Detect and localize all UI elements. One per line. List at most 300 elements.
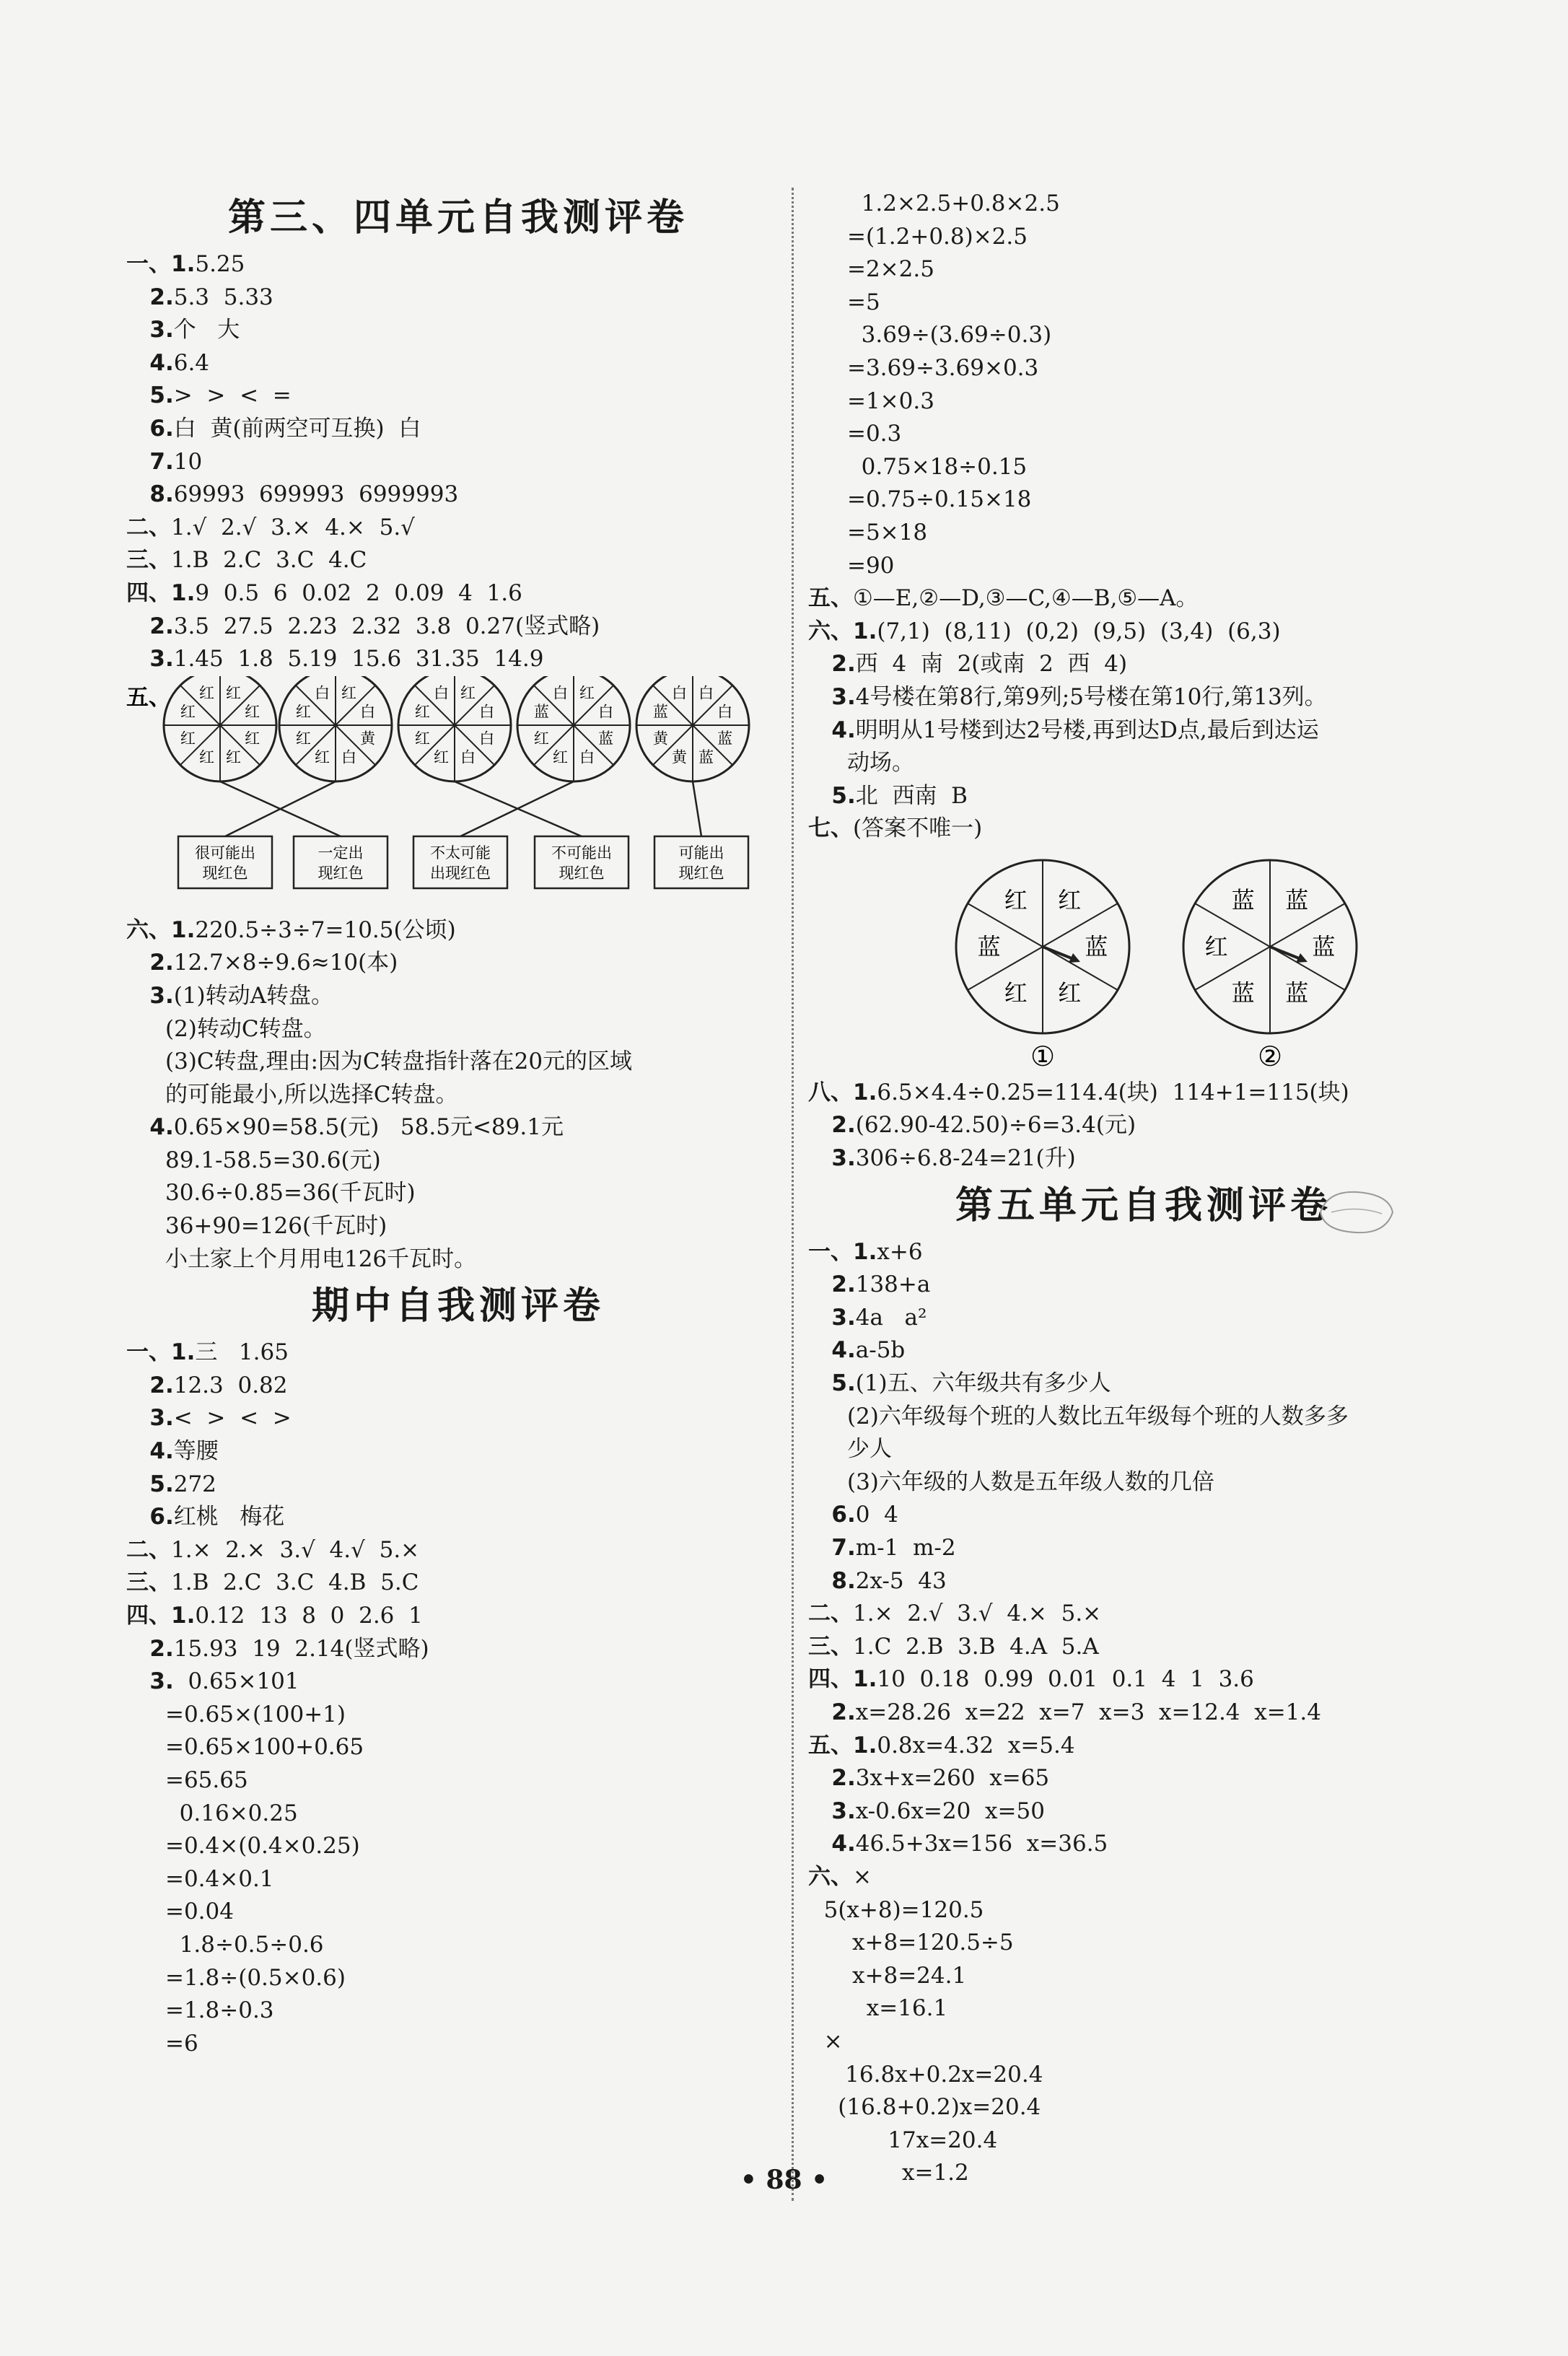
answer-text: x+8=120.5÷5	[823, 1930, 1014, 1956]
answer-line	[808, 1663, 1479, 1696]
item-number: 3.	[126, 317, 174, 343]
answer-text: =1.8÷(0.5×0.6)	[165, 1964, 346, 1991]
sector-label: 红	[1204, 932, 1228, 960]
answer-text: 0.65×90=58.5(元) 58.5元<89.1元	[173, 1114, 564, 1141]
item-number: 2.	[126, 1372, 174, 1398]
item-number	[126, 1767, 165, 1793]
sector-label: 红	[180, 703, 196, 721]
sector-label: 红	[314, 748, 330, 766]
answer-line	[808, 1499, 1479, 1532]
item-number: 3.	[808, 1145, 856, 1172]
item-number	[808, 1963, 824, 1989]
item-number: 8.	[126, 481, 174, 508]
item-number	[808, 1403, 847, 1429]
answer-line	[126, 947, 790, 980]
outcome-label: 出现红色	[430, 864, 491, 882]
sector-label: 红	[245, 703, 260, 721]
item-number: 8.	[808, 1567, 856, 1594]
item-number: 4.	[808, 1831, 856, 1857]
answer-line	[126, 577, 790, 610]
answer-text: 5.3 5.33	[173, 284, 273, 310]
answer-text: =0.75÷0.15×18	[846, 486, 1032, 513]
answer-line	[808, 483, 1479, 517]
pointer-arrow-icon	[1270, 947, 1302, 960]
answer-line	[126, 1370, 790, 1403]
item-number	[808, 2094, 824, 2120]
item-number	[808, 256, 847, 282]
outcome-label: 现红色	[559, 864, 605, 882]
answer-text: 3.5 27.5 2.23 2.32 3.8 0.27(竖式略)	[173, 613, 600, 639]
answer-text: 少人	[846, 1436, 892, 1463]
answer-line	[808, 1401, 1479, 1434]
item-number	[808, 224, 847, 250]
answer-line	[808, 1466, 1479, 1499]
answer-line	[808, 1762, 1479, 1795]
decorative-stamp-icon	[1313, 1183, 1400, 1241]
match-line	[460, 781, 574, 836]
outcome-box	[654, 836, 748, 888]
item-number	[126, 1246, 165, 1272]
answer-text: 1.× 2.√ 3.√ 4.× 5.×	[853, 1600, 1102, 1627]
answer-text: 动场。	[846, 750, 914, 776]
answer-text: 17x=20.4	[823, 2127, 998, 2153]
answer-text: 10	[173, 448, 203, 475]
answer-text: 16.8x+0.2x=20.4	[823, 2061, 1043, 2088]
answer-line	[808, 286, 1479, 320]
page-number: • 88 •	[740, 2165, 828, 2195]
section-title: 第五单元自我测评卷	[955, 1183, 1332, 1227]
answer-line	[808, 1960, 1479, 1993]
answer-text: x=16.1	[823, 1995, 948, 2022]
item-number	[126, 1082, 165, 1108]
answer-text: 220.5÷3÷7=10.5(公顷)	[195, 916, 456, 943]
answer-text: 4号楼在第8行,第9列;5号楼在第10行,第13列。	[855, 683, 1327, 710]
answer-line	[808, 648, 1479, 681]
answer-text: 2x-5 43	[855, 1567, 947, 1594]
answer-line	[126, 1468, 790, 1502]
item-number: 2.	[808, 1271, 856, 1298]
answer-line	[808, 780, 1479, 813]
item-number	[808, 1897, 824, 1923]
answer-text: 西 4 南 2(或南 2 西 4)	[855, 651, 1128, 678]
item-number: 一、1.	[808, 1238, 877, 1265]
answer-text: 15.93 19 2.14(竖式略)	[173, 1635, 429, 1662]
designed-spinners-figure	[808, 846, 1479, 1077]
sector-label: 红	[414, 730, 430, 748]
sector-label: 白	[314, 684, 330, 702]
outcome-label: 现红色	[202, 864, 248, 882]
answer-line	[808, 2059, 1479, 2092]
sector-label: 红	[433, 748, 449, 766]
answer-line	[808, 747, 1479, 780]
item-number	[808, 750, 847, 776]
item-number	[808, 191, 847, 216]
sector-label: 红	[295, 703, 311, 721]
answer-line	[808, 1795, 1479, 1829]
answer-line	[126, 1177, 790, 1210]
answer-text: (7,1) (8,11) (0,2) (9,5) (3,4) (6,3)	[877, 618, 1281, 644]
answer-line	[126, 1600, 790, 1633]
item-number: 3.	[126, 982, 174, 1009]
item-number: 2.	[126, 1635, 174, 1662]
item-number	[808, 355, 847, 381]
item-number	[808, 388, 847, 414]
spinner-wheel	[398, 676, 511, 781]
sector-label: 蓝	[652, 703, 668, 721]
sector-label: 红	[414, 703, 430, 721]
item-number: 3.	[808, 683, 856, 710]
item-number	[808, 2062, 824, 2088]
answer-line	[808, 681, 1479, 714]
item-number: 2.	[808, 1112, 856, 1139]
answer-text: 5(x+8)=120.5	[823, 1896, 984, 1923]
item-number: 6.	[126, 415, 174, 442]
answer-text: 89.1-58.5=30.6(元)	[165, 1147, 381, 1173]
item-number: 五、	[126, 684, 171, 711]
answer-text: ①—E,②—D,③—C,④—B,⑤—A。	[853, 585, 1199, 612]
answer-line	[126, 380, 790, 413]
item-number: 三、	[126, 547, 171, 574]
item-number: 2.	[808, 651, 856, 678]
answer-line	[126, 1994, 790, 2028]
sector-label: 红	[198, 748, 214, 766]
sector-label: 红	[533, 730, 549, 748]
spinner-wheel	[164, 676, 276, 781]
item-number	[808, 1436, 847, 1462]
answer-text: 1.2×2.5+0.8×2.5	[846, 191, 1060, 216]
answer-text: (2)转动C转盘。	[165, 1015, 326, 1042]
answer-line	[808, 1927, 1479, 1960]
answer-text: =0.65×(100+1)	[165, 1701, 346, 1727]
sector-label: 白	[671, 684, 687, 702]
item-number	[808, 2028, 824, 2054]
answer-text: 1.√ 2.√ 3.× 4.× 5.√	[171, 514, 415, 540]
answer-text: =2×2.5	[846, 256, 934, 283]
pointer-arrow-icon	[1043, 947, 1075, 960]
sector-label: 蓝	[1285, 979, 1309, 1007]
answer-text: m-1 m-2	[855, 1535, 956, 1561]
answer-line	[808, 1894, 1479, 1927]
item-number: 六、1.	[808, 618, 877, 644]
item-number	[126, 2031, 165, 2057]
answer-line	[808, 1532, 1479, 1565]
item-number	[126, 1734, 165, 1760]
item-number	[808, 289, 847, 315]
item-number	[126, 1048, 165, 1074]
sector-label: 蓝	[698, 748, 714, 766]
answer-line	[808, 2091, 1479, 2124]
answer-line	[808, 550, 1479, 583]
answer-text: 1.B 2.C 3.C 4.B 5.C	[171, 1569, 419, 1596]
sector-label: 黄	[671, 748, 687, 766]
sector-label: 红	[198, 684, 214, 702]
outcome-label: 现红色	[317, 864, 364, 882]
answer-line	[126, 1046, 790, 1079]
answer-line	[126, 1863, 790, 1896]
item-number: 3.	[808, 1797, 856, 1824]
answer-line	[808, 1077, 1479, 1110]
answer-line	[808, 2124, 1479, 2158]
answer-text: 6.4	[173, 349, 210, 376]
answer-text: 1.C 2.B 3.B 4.A 5.A	[853, 1633, 1099, 1660]
item-number: 四、1.	[126, 579, 196, 606]
answer-line	[808, 714, 1479, 748]
sector-label: 白	[598, 703, 614, 721]
outcome-box	[178, 836, 272, 888]
answer-text: < > < >	[173, 1405, 292, 1432]
sector-label: 红	[1058, 979, 1082, 1007]
sector-label: 红	[1004, 979, 1028, 1007]
answer-line	[126, 1210, 790, 1243]
answer-line	[126, 1567, 790, 1600]
answer-line	[808, 1598, 1479, 1631]
answer-line	[808, 2026, 1479, 2059]
answer-text: (2)六年级每个班的人数比五年级每个班的人数多多	[846, 1403, 1349, 1429]
answer-line	[808, 1631, 1479, 1664]
item-number	[808, 454, 847, 480]
answer-text: 3x+x=260 x=65	[855, 1765, 1050, 1792]
sector-label: 蓝	[598, 730, 614, 748]
answer-line	[126, 1929, 790, 1962]
outcome-label: 不可能出	[551, 844, 612, 862]
answer-line	[808, 1269, 1479, 1302]
answer-line	[808, 517, 1479, 550]
answer-text: 1.× 2.× 3.√ 4.√ 5.×	[171, 1536, 420, 1563]
spinner-wheel	[279, 676, 392, 781]
sector-label: 红	[579, 684, 595, 702]
sector-label: 白	[717, 703, 733, 721]
column-divider	[792, 188, 794, 2201]
answer-text: =1.8÷0.3	[165, 1997, 274, 2024]
answer-line	[808, 616, 1479, 649]
item-number	[808, 1930, 824, 1956]
answer-text: 46.5+3x=156 x=36.5	[855, 1831, 1108, 1857]
answer-text: 0.75×18÷0.15	[846, 453, 1028, 480]
answer-line	[808, 1302, 1479, 1335]
answer-line	[808, 1730, 1479, 1763]
item-number: 3.	[126, 1668, 174, 1695]
answer-text: 12.7×8÷9.6≈10(本)	[173, 950, 398, 976]
item-number	[808, 1469, 847, 1495]
item-number: 五、1.	[808, 1732, 877, 1759]
answer-line	[808, 1433, 1479, 1466]
answer-text: (1)五、六年级共有多少人	[855, 1370, 1111, 1397]
answer-line	[126, 1633, 790, 1666]
answer-line	[808, 1696, 1479, 1730]
sector-label: 蓝	[1085, 932, 1108, 960]
sector-label: 白	[698, 684, 714, 702]
answer-text: =0.4×0.1	[165, 1865, 274, 1892]
item-number	[126, 1147, 165, 1173]
item-number	[808, 520, 847, 546]
answer-text: 12.3 0.82	[173, 1372, 288, 1398]
answer-text: 4a a²	[855, 1304, 927, 1331]
answer-text: 5.25	[195, 251, 245, 277]
sector-label: 红	[341, 684, 357, 702]
answer-text: (3)六年级的人数是五年级人数的几倍	[846, 1468, 1214, 1495]
answer-line	[126, 1111, 790, 1144]
section-title: 第三、四单元自我测评卷	[227, 196, 688, 240]
answer-line	[126, 914, 790, 947]
item-number	[808, 421, 847, 447]
sector-label: 蓝	[1285, 886, 1309, 914]
item-number	[808, 2127, 824, 2153]
answer-line	[126, 1501, 790, 1534]
item-number: 二、	[126, 1536, 171, 1563]
sector-label: 白	[479, 730, 495, 748]
answer-line	[126, 1830, 790, 1863]
spinner-wheel	[636, 676, 749, 781]
answer-line	[808, 1992, 1479, 2026]
answer-text: =0.4×(0.4×0.25)	[165, 1833, 360, 1860]
answer-text: 10 0.18 0.99 0.01 0.1 4 1 3.6	[877, 1666, 1254, 1693]
sector-label: 红	[552, 748, 568, 766]
sector-label: 红	[295, 730, 311, 748]
answer-line	[808, 1109, 1479, 1142]
answer-text: 138+a	[855, 1271, 931, 1298]
item-number	[126, 1833, 165, 1859]
answer-text: =0.65×100+0.65	[165, 1734, 364, 1761]
outcome-box	[413, 836, 507, 888]
answer-line	[126, 610, 790, 644]
answer-text: 1.8÷0.5÷0.6	[165, 1931, 324, 1958]
answer-text: (16.8+0.2)x=20.4	[823, 2094, 1041, 2121]
answer-line	[808, 319, 1479, 352]
answer-text: 306÷6.8-24=21(升)	[855, 1145, 1076, 1172]
answer-line	[126, 1699, 790, 1732]
answer-text: =(1.2+0.8)×2.5	[846, 223, 1028, 250]
item-number: 2.	[126, 950, 174, 976]
answer-text: 1.45 1.8 5.19 15.6 31.35 14.9	[173, 646, 544, 673]
answer-text: x=1.2	[823, 2160, 969, 2186]
answer-line	[808, 1367, 1479, 1401]
answer-line	[126, 1534, 790, 1567]
answer-text: 三 1.65	[195, 1339, 289, 1366]
answer-line	[126, 281, 790, 315]
item-number	[126, 1866, 165, 1892]
match-line	[225, 781, 336, 836]
item-number: 4.	[808, 1337, 856, 1364]
answer-line	[126, 544, 790, 577]
outcome-label: 现红色	[678, 864, 724, 882]
answer-line	[126, 1797, 790, 1831]
answer-line	[808, 188, 1479, 221]
match-line	[693, 781, 701, 836]
item-number: 2.	[126, 284, 174, 310]
answer-text: x=28.26 x=22 x=7 x=3 x=12.4 x=1.4	[855, 1699, 1321, 1725]
answer-line	[126, 1402, 790, 1435]
sector-label: 黄	[652, 730, 668, 748]
item-number: 4.	[808, 717, 856, 743]
answer-line	[126, 1896, 790, 1929]
answer-line	[126, 1962, 790, 1995]
answer-text: 0.65×101	[173, 1668, 299, 1695]
item-number	[126, 1932, 165, 1958]
sector-label: 红	[1004, 886, 1028, 914]
item-number	[126, 1800, 165, 1826]
answer-text: 小土家上个月用电126千瓦时。	[165, 1245, 477, 1272]
answer-text: 0.12 13 8 0 2.6 1	[195, 1603, 423, 1629]
answer-line	[126, 314, 790, 347]
answer-text: 3.69÷(3.69÷0.3)	[846, 322, 1052, 349]
answer-line	[808, 253, 1479, 286]
item-number: 3.	[126, 1405, 174, 1432]
left-column	[126, 188, 790, 2060]
sector-label: 红	[245, 730, 260, 748]
answer-line	[808, 1861, 1479, 1894]
answer-text: 36+90=126(千瓦时)	[165, 1213, 387, 1240]
sector-label: 白	[360, 703, 376, 721]
item-number: 5.	[126, 382, 174, 409]
answer-text: 0.8x=4.32 x=5.4	[877, 1732, 1075, 1759]
sector-label: 红	[226, 684, 242, 702]
item-number: 2.	[126, 613, 174, 639]
item-number: 7.	[126, 448, 174, 475]
item-number	[126, 1016, 165, 1042]
item-number: 一、1.	[126, 1339, 196, 1366]
item-number	[808, 486, 847, 512]
answer-line	[808, 451, 1479, 484]
sector-label: 蓝	[1231, 886, 1255, 914]
answer-text: 6.5×4.4÷0.25=114.4(块) 114+1=115(块)	[877, 1079, 1349, 1105]
answer-line	[126, 248, 790, 281]
outcome-box	[535, 836, 628, 888]
answer-text: (1)转动A转盘。	[173, 982, 334, 1009]
answer-line	[126, 1013, 790, 1046]
answer-text: x+6	[877, 1238, 923, 1265]
answer-text: a-5b	[855, 1337, 906, 1364]
wheel-caption: ①	[1030, 1040, 1056, 1072]
item-number: 4.	[126, 1438, 174, 1465]
answer-text: 个 大	[173, 317, 240, 343]
item-number: 5.	[808, 1370, 856, 1397]
answer-line	[126, 413, 790, 446]
answer-text: (答案不唯一)	[853, 815, 983, 842]
item-number	[126, 1702, 165, 1727]
item-number: 5.	[126, 1471, 174, 1497]
answer-line	[126, 1665, 790, 1699]
outcome-box	[294, 836, 387, 888]
answer-text: (3)C转盘,理由:因为C转盘指针落在20元的区域	[165, 1048, 633, 1075]
answer-line	[808, 1565, 1479, 1598]
answer-text: 69993 699993 6999993	[173, 481, 459, 508]
answer-text: =3.69÷3.69×0.3	[846, 354, 1039, 381]
sector-label: 白	[552, 684, 568, 702]
sector-label: 蓝	[977, 932, 1001, 960]
item-number: 2.	[808, 1699, 856, 1725]
answer-text: 9 0.5 6 0.02 2 0.09 4 1.6	[195, 579, 522, 606]
answer-text: 北 西南 B	[855, 782, 968, 809]
answer-text: x-0.6x=20 x=50	[855, 1797, 1045, 1824]
outcome-label: 可能出	[678, 844, 724, 862]
item-number: 六、	[808, 1863, 853, 1890]
answer-line	[808, 418, 1479, 451]
answer-text: 的可能最小,所以选择C转盘。	[165, 1081, 458, 1108]
answer-line	[126, 478, 790, 512]
item-number: 7.	[808, 1535, 856, 1561]
answer-line	[126, 1435, 790, 1468]
sector-label: 白	[341, 748, 357, 766]
item-number: 5.	[808, 782, 856, 809]
answer-text: 30.6÷0.85=36(千瓦时)	[165, 1180, 416, 1207]
item-number: 三、	[808, 1633, 853, 1660]
sector-label: 蓝	[533, 703, 549, 721]
sector-label: 红	[180, 730, 196, 748]
sector-label: 红	[1058, 886, 1082, 914]
answer-line	[808, 1828, 1479, 1861]
item-number: 八、1.	[808, 1079, 877, 1105]
item-number	[126, 1180, 165, 1206]
